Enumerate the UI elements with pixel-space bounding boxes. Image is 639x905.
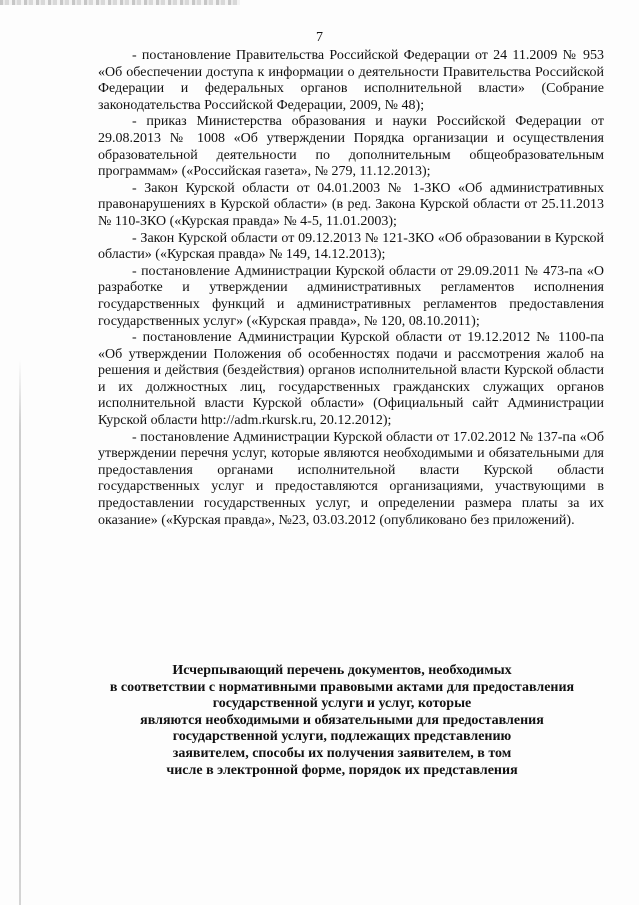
page-number: 7 (316, 30, 323, 45)
paragraph-kursk-law-121-zko: - Закон Курской области от 09.12.2013 № 121-ЗКО «Об образовании в Курской области» («Курская правда» № 149, 14.12.2013); (98, 230, 604, 263)
scan-artifact-top (0, 0, 240, 5)
paragraph-ministry-order-1008: - приказ Министерства образования и науки Российской Федерации от 29.08.2013 № 1008 «Об утверждении Порядка организации и осуществления образовательной деятельности по дополнительным общеобразовательным программам» («Российская газета», № 279, 11.12.2013); (98, 114, 604, 180)
document-body (98, 48, 604, 529)
scan-artifact-left-edge (19, 360, 21, 905)
heading-line: числе в электронной форме, порядок их представления (166, 762, 518, 778)
paragraph-government-decree-953: - постановление Правительства Российской Федерации от 24 11.2009 № 953 «Об обеспечении доступа к информации о деятельности Правительства Российской Федерации и федеральных органов исполнительной власти» (Собрание законодательства Российской Федерации, 2009, № 48); (98, 48, 604, 113)
heading-line: государственной услуги и услуг, которые (212, 696, 472, 712)
heading-line: являются необходимыми и обязательными для предоставления (140, 712, 544, 728)
paragraph-kursk-law-1-zko: - Закон Курской области от 04.01.2003 № 1-ЗКО «Об административных правонарушениях в Курской области» (в ред. Закона Курской области от 25.11.2013 № 110-ЗКО («Курская правда» № 4-5, 11.01.2003); (98, 180, 604, 229)
paragraph-administration-decree-137: - постановление Администрации Курской области от 17.02.2012 № 137-па «Об утверждении перечня услуг, которые являются необходимыми и обязательными для предоставления органами исполнительной власти Курской области государственных услуг и предоставляются организациями, участвующими в предоставлении государственных услуг, и определении размера платы за их оказание» («Курская правда», №23, 03.03.2012 (опубликовано без приложений). (98, 429, 604, 528)
heading-line: заявителем, способы их получения заявителем, в том (172, 745, 512, 761)
paragraph-administration-decree-1100: - постановление Администрации Курской области от 19.12.2012 № 1100-па «Об утверждении Положения об особенностях подачи и рассмотрения жалоб на решения и действия (бездействия) органов исполнительной власти Курской области и их должностных лиц, государственных гражданских служащих органов исполнительной власти Курской области» (Официальный сайт Администрации Курской области http://adm.rkursk.ru, 20.12.2012); (98, 330, 604, 429)
heading-line: государственной услуги, подлежащих представлению (172, 729, 512, 745)
section-heading (78, 663, 606, 779)
heading-line: Исчерпывающий перечень документов, необходимых (172, 663, 512, 678)
paragraph-administration-decree-473: - постановление Администрации Курской области от 29.09.2011 № 473-па «О разработке и утверждении административных регламентов исполнения государственных функций и административных регламентов предоставления государственных услуг» («Курская правда», № 120, 08.10.2011); (98, 263, 604, 329)
heading-line: в соответствии с нормативными правовыми актами для предоставления (109, 679, 575, 695)
